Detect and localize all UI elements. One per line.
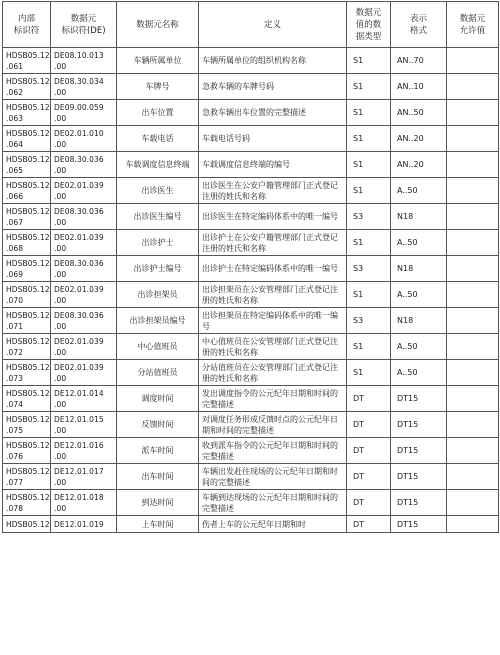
table-row — [3, 334, 499, 360]
cell-name: 车牌号 — [117, 74, 199, 100]
cell-allowed-values — [447, 48, 499, 74]
cell-value-type: S1 — [347, 48, 391, 74]
cell-format: DT15 — [391, 464, 447, 490]
table-row — [3, 204, 499, 230]
cell-value-type: S3 — [347, 204, 391, 230]
cell-format: DT15 — [391, 490, 447, 516]
cell-definition: 出诊医生在特定编码体系中的唯一编号 — [199, 204, 347, 230]
cell-internal-id: HDSB05.12 .061 — [3, 48, 51, 74]
cell-name: 出诊担架员编号 — [117, 308, 199, 334]
cell-de-id: DE08.30.036 .00 — [51, 256, 117, 282]
table-row — [3, 464, 499, 490]
table-row — [3, 256, 499, 282]
cell-format: DT15 — [391, 516, 447, 533]
cell-definition: 车载电话号码 — [199, 126, 347, 152]
cell-definition: 发出调度指令的公元纪年日期和时间的完整描述 — [199, 386, 347, 412]
cell-name: 车载电话 — [117, 126, 199, 152]
cell-de-id: DE09.00.059 .00 — [51, 100, 117, 126]
cell-value-type: S1 — [347, 152, 391, 178]
cell-internal-id: HDSB05.12 .064 — [3, 126, 51, 152]
cell-value-type: S1 — [347, 334, 391, 360]
cell-definition: 中心值班员在公安管理部门正式登记注册的姓氏和名称 — [199, 334, 347, 360]
cell-name: 到达时间 — [117, 490, 199, 516]
cell-internal-id: HDSB05.12 .063 — [3, 100, 51, 126]
cell-allowed-values — [447, 334, 499, 360]
cell-de-id: DE02.01.039 .00 — [51, 360, 117, 386]
cell-name: 分站值班员 — [117, 360, 199, 386]
table-row — [3, 282, 499, 308]
cell-value-type: DT — [347, 490, 391, 516]
cell-value-type: S3 — [347, 256, 391, 282]
cell-format: A..50 — [391, 334, 447, 360]
cell-definition: 出诊护士在特定编码体系中的唯一编号 — [199, 256, 347, 282]
cell-allowed-values — [447, 74, 499, 100]
cell-definition: 车载调度信息终端的编号 — [199, 152, 347, 178]
cell-internal-id: HDSB05.12 .072 — [3, 334, 51, 360]
table-row — [3, 490, 499, 516]
cell-allowed-values — [447, 516, 499, 533]
cell-format: AN..20 — [391, 152, 447, 178]
cell-name: 中心值班员 — [117, 334, 199, 360]
cell-definition: 急救车辆出车位置的完整描述 — [199, 100, 347, 126]
cell-allowed-values — [447, 204, 499, 230]
cell-internal-id: HDSB05.12 .071 — [3, 308, 51, 334]
cell-de-id: DE02.01.039 .00 — [51, 230, 117, 256]
cell-de-id: DE08.30.036 .00 — [51, 308, 117, 334]
table-row — [3, 100, 499, 126]
cell-de-id: DE08.30.036 .00 — [51, 152, 117, 178]
cell-internal-id: HDSB05.12 .075 — [3, 412, 51, 438]
cell-allowed-values — [447, 308, 499, 334]
cell-format: N18 — [391, 308, 447, 334]
header-internal-id: 内部 标识符 — [3, 2, 51, 48]
cell-definition: 出诊担架员在公安管理部门正式登记注册的姓氏和名称 — [199, 282, 347, 308]
header-definition: 定义 — [199, 2, 347, 48]
cell-de-id: DE12.01.015 .00 — [51, 412, 117, 438]
cell-format: A..50 — [391, 360, 447, 386]
cell-name: 上车时间 — [117, 516, 199, 533]
cell-allowed-values — [447, 360, 499, 386]
cell-format: AN..10 — [391, 74, 447, 100]
data-element-table — [2, 1, 499, 533]
cell-format: AN..20 — [391, 126, 447, 152]
cell-name: 车载调度信息终端 — [117, 152, 199, 178]
cell-internal-id: HDSB05.12 .078 — [3, 490, 51, 516]
cell-definition: 车辆所属单位的组织机构名称 — [199, 48, 347, 74]
cell-definition: 车辆到达现场的公元纪年日期和时间的完整描述 — [199, 490, 347, 516]
cell-definition: 出诊医生在公安户籍管理部门正式登记注册的姓氏和名称 — [199, 178, 347, 204]
cell-name: 出诊护士编号 — [117, 256, 199, 282]
header-name: 数据元名称 — [117, 2, 199, 48]
cell-allowed-values — [447, 126, 499, 152]
header-de-id: 数据元 标识符(DE) — [51, 2, 117, 48]
cell-definition: 对调度任务形成反馈时点的公元纪年日期和时间的完整描述 — [199, 412, 347, 438]
cell-internal-id: HDSB05.12 .066 — [3, 178, 51, 204]
cell-value-type: DT — [347, 438, 391, 464]
cell-name: 出车位置 — [117, 100, 199, 126]
cell-allowed-values — [447, 464, 499, 490]
cell-value-type: DT — [347, 386, 391, 412]
table-row — [3, 308, 499, 334]
cell-format: A..50 — [391, 178, 447, 204]
cell-format: N18 — [391, 204, 447, 230]
cell-allowed-values — [447, 438, 499, 464]
cell-value-type: S1 — [347, 282, 391, 308]
cell-allowed-values — [447, 386, 499, 412]
cell-value-type: S1 — [347, 230, 391, 256]
cell-allowed-values — [447, 282, 499, 308]
table-row — [3, 152, 499, 178]
header-value-type: 数据元 值的数 据类型 — [347, 2, 391, 48]
cell-format: AN..70 — [391, 48, 447, 74]
cell-name: 出车时间 — [117, 464, 199, 490]
cell-internal-id: HDSB05.12 .068 — [3, 230, 51, 256]
cell-format: A..50 — [391, 230, 447, 256]
cell-definition: 出诊担架员在特定编码体系中的唯一编号 — [199, 308, 347, 334]
cell-de-id: DE12.01.016 .00 — [51, 438, 117, 464]
cell-definition: 车辆出发赶往现场的公元纪年日期和时间的完整描述 — [199, 464, 347, 490]
cell-allowed-values — [447, 100, 499, 126]
cell-name: 出诊护士 — [117, 230, 199, 256]
cell-internal-id: HDSB05.12 .073 — [3, 360, 51, 386]
cell-internal-id: HDSB05.12 .065 — [3, 152, 51, 178]
cell-allowed-values — [447, 152, 499, 178]
cell-internal-id: HDSB05.12 .067 — [3, 204, 51, 230]
cell-internal-id: HDSB05.12 .077 — [3, 464, 51, 490]
table-row — [3, 74, 499, 100]
cell-internal-id: HDSB05.12 .076 — [3, 438, 51, 464]
table-row — [3, 230, 499, 256]
cell-internal-id: HDSB05.12 .069 — [3, 256, 51, 282]
cell-de-id: DE08.30.036 .00 — [51, 204, 117, 230]
cell-value-type: S1 — [347, 126, 391, 152]
data-element-table-container — [2, 1, 498, 533]
cell-allowed-values — [447, 412, 499, 438]
cell-value-type: DT — [347, 412, 391, 438]
cell-allowed-values — [447, 256, 499, 282]
cell-allowed-values — [447, 490, 499, 516]
table-row — [3, 386, 499, 412]
cell-name: 车辆所属单位 — [117, 48, 199, 74]
cell-de-id: DE08.10.013 .00 — [51, 48, 117, 74]
cell-format: AN..50 — [391, 100, 447, 126]
cell-allowed-values — [447, 230, 499, 256]
cell-internal-id: HDSB05.12 — [3, 516, 51, 533]
table-row — [3, 516, 499, 533]
table-row — [3, 178, 499, 204]
cell-name: 出诊担架员 — [117, 282, 199, 308]
table-row — [3, 48, 499, 74]
cell-name: 出诊医生 — [117, 178, 199, 204]
header-allowed-values: 数据元 允许值 — [447, 2, 499, 48]
cell-name: 调度时间 — [117, 386, 199, 412]
cell-format: DT15 — [391, 412, 447, 438]
cell-definition: 急救车辆的车牌号码 — [199, 74, 347, 100]
cell-de-id: DE12.01.014 .00 — [51, 386, 117, 412]
cell-de-id: DE12.01.018 .00 — [51, 490, 117, 516]
cell-internal-id: HDSB05.12 .062 — [3, 74, 51, 100]
cell-de-id: DE02.01.039 .00 — [51, 282, 117, 308]
cell-definition: 出诊护士在公安户籍管理部门正式登记注册的姓氏和名称 — [199, 230, 347, 256]
cell-name: 反馈时间 — [117, 412, 199, 438]
cell-definition: 分站值班员在公安管理部门正式登记注册的姓氏和名称 — [199, 360, 347, 386]
table-row — [3, 360, 499, 386]
cell-allowed-values — [447, 178, 499, 204]
table-header — [3, 2, 499, 48]
table-row — [3, 412, 499, 438]
cell-format: DT15 — [391, 386, 447, 412]
cell-value-type: S3 — [347, 308, 391, 334]
cell-value-type: S1 — [347, 178, 391, 204]
cell-format: N18 — [391, 256, 447, 282]
cell-internal-id: HDSB05.12 .074 — [3, 386, 51, 412]
cell-de-id: DE12.01.017 .00 — [51, 464, 117, 490]
cell-de-id: DE12.01.019 — [51, 516, 117, 533]
cell-name: 派车时间 — [117, 438, 199, 464]
cell-value-type: S1 — [347, 100, 391, 126]
cell-format: DT15 — [391, 438, 447, 464]
cell-de-id: DE08.30.034 .00 — [51, 74, 117, 100]
cell-de-id: DE02.01.010 .00 — [51, 126, 117, 152]
table-row — [3, 438, 499, 464]
table-body — [3, 48, 499, 533]
table-row — [3, 126, 499, 152]
cell-de-id: DE02.01.039 .00 — [51, 334, 117, 360]
cell-value-type: DT — [347, 516, 391, 533]
cell-definition: 收到派车指令的公元纪年日期和时间的完整描述 — [199, 438, 347, 464]
cell-value-type: DT — [347, 464, 391, 490]
cell-internal-id: HDSB05.12 .070 — [3, 282, 51, 308]
cell-de-id: DE02.01.039 .00 — [51, 178, 117, 204]
cell-format: A..50 — [391, 282, 447, 308]
cell-name: 出诊医生编号 — [117, 204, 199, 230]
header-format: 表示 格式 — [391, 2, 447, 48]
cell-value-type: S1 — [347, 74, 391, 100]
cell-definition: 伤者上车的公元纪年日期和时 — [199, 516, 347, 533]
cell-value-type: S1 — [347, 360, 391, 386]
